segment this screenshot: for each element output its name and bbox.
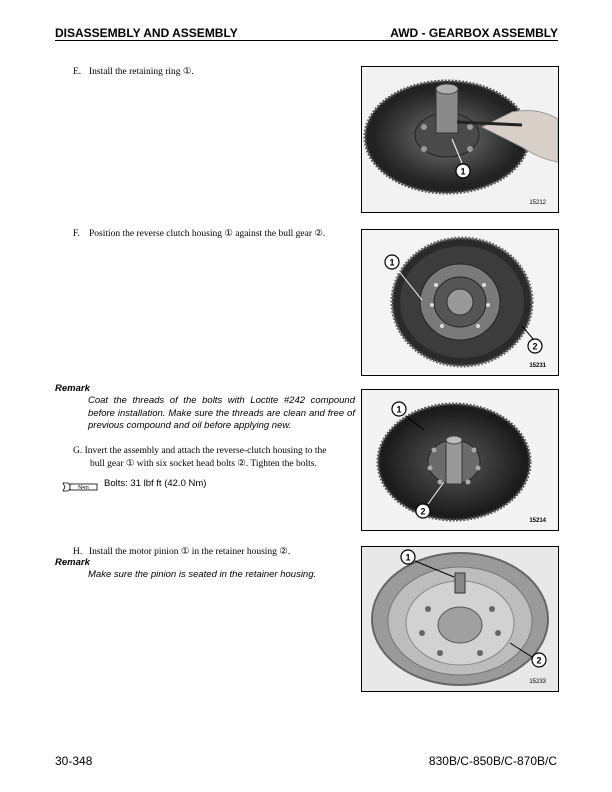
step-f-text: Position the reverse clutch housing ① against the bull gear ②. [89,229,326,239]
remark-2-text: Make sure the pinion is seated in the retainer housing. [88,569,317,580]
figure-15212 [361,66,559,213]
figure-15231-number: 15231 [529,363,546,369]
figure-15212-callout-1-label: 1 [460,166,466,177]
figure-15212-photo [362,67,558,212]
figure-15214-callout-2-label: 2 [420,506,426,517]
figure-15214-photo [362,390,558,530]
step-g [73,445,355,471]
figure-15231-photo [362,230,558,375]
remark-1-title: Remark [55,383,90,394]
header-rule [55,40,558,41]
step-h-label: H. [73,547,83,557]
torque-icon-label: N•m [78,485,89,491]
figure-15231-callout-2-label: 2 [532,341,538,352]
figure-15233-photo [362,547,558,691]
footer-page-number: 30-348 [55,754,93,768]
footer-models: 830B/C-850B/C-870B/C [428,754,557,768]
torque-spec-text: Bolts: 31 lbf ft (42.0 Nm) [104,478,207,489]
step-e-label: E. [73,67,82,77]
step-f [73,228,363,241]
figure-15214-callout-1-label: 1 [396,404,402,415]
step-g-label: G. [73,446,83,456]
step-f-label: F. [73,229,80,239]
figure-15233-callout-1-label: 1 [405,552,411,563]
step-h-text: Install the motor pinion ① in the retainer housing ②. [89,547,291,557]
step-e [73,66,353,79]
figure-15233-number: 15233 [529,679,546,685]
remark-1-text: Coat the threads of the bolts with Loctite #242 compound before installation. Make sure the threads are clean and free of previous compound and oil before applying new. [88,395,355,431]
header-chapter-title: AWD - GEARBOX ASSEMBLY [390,26,558,40]
figure-15233 [361,546,559,692]
remark-2-title: Remark [55,557,90,568]
step-g-line2: bull gear ① with six socket head bolts ②. Tighten the bolts. [90,459,317,469]
step-e-text: Install the retaining ring ①. [89,67,194,77]
figure-15233-callout-2-label: 2 [536,655,542,666]
step-h [73,546,353,559]
figure-15212-number: 15212 [529,200,546,206]
figure-15214-number: 15214 [529,518,546,524]
torque-wrench-icon [62,480,98,494]
figure-15214 [361,389,559,531]
header-section-title: DISASSEMBLY AND ASSEMBLY [55,26,238,40]
figure-15231 [361,229,559,376]
step-g-line1: Invert the assembly and attach the reverse-clutch housing to the [84,446,327,456]
figure-15231-callout-1-label: 1 [389,257,395,268]
